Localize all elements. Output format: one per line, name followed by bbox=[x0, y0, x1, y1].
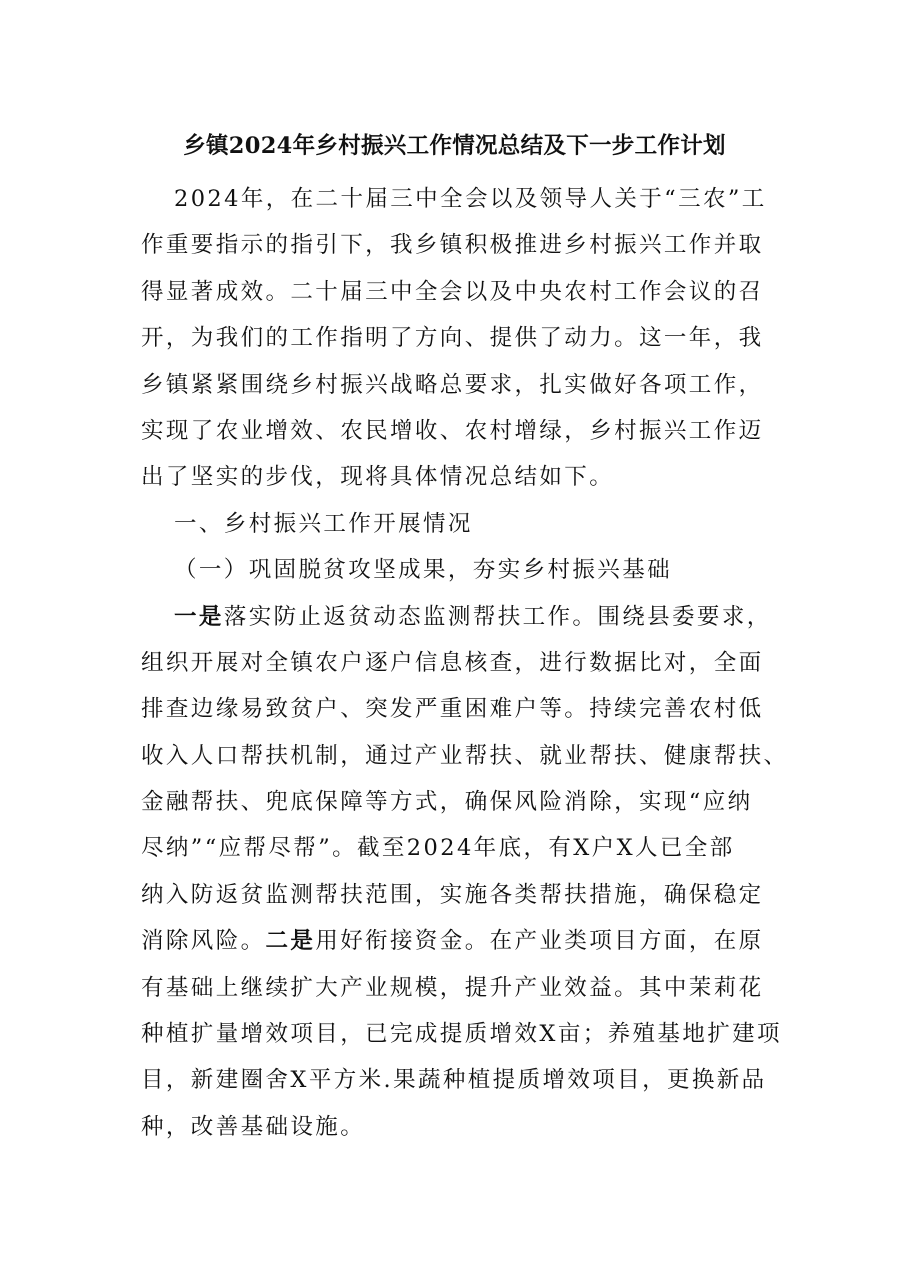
bold-text-run: 一是 bbox=[174, 603, 224, 630]
text-line bbox=[141, 594, 781, 640]
text-run: （一）巩固脱贫攻坚成果，夯实乡村振兴基础 bbox=[174, 557, 673, 584]
text-run: 金融帮扶、兜底保障等方式，确保风险消除，实现“应纳 bbox=[141, 789, 753, 816]
text-line bbox=[141, 454, 781, 500]
text-line bbox=[141, 176, 781, 222]
text-run: 得显著成效。二十届三中全会以及中央农村工作会议的召 bbox=[141, 278, 764, 305]
text-line bbox=[141, 222, 781, 268]
text-line bbox=[141, 733, 789, 779]
text-run: 开，为我们的工作指明了方向、提供了动力。这一年，我 bbox=[141, 325, 764, 352]
text-line bbox=[141, 872, 781, 918]
text-run: 用好衔接资金。在产业类项目方面，在原 bbox=[315, 928, 764, 955]
text-run: 一、乡村振兴工作开展情况 bbox=[174, 510, 473, 537]
text-line bbox=[141, 269, 781, 315]
document-title: 乡镇2024年乡村振兴工作情况总结及下一步工作计划 bbox=[183, 133, 726, 159]
text-run: 排查边缘易致贫户、突发严重困难户等。持续完善农村低 bbox=[141, 696, 764, 723]
text-run: 作重要指示的指引下，我乡镇积极推进乡村振兴工作并取 bbox=[141, 232, 764, 259]
text-run: 种植扩量增效项目，已完成提质增效X亩；养殖基地扩建项 bbox=[141, 1021, 782, 1048]
document-body bbox=[141, 176, 789, 1150]
text-run: 乡镇紧紧围绕乡村振兴战略总要求，扎实做好各项工作， bbox=[141, 371, 764, 398]
text-line bbox=[141, 779, 781, 825]
text-run: 纳入防返贫监测帮扶范围，实施各类帮扶措施，确保稳定 bbox=[141, 881, 764, 908]
text-line bbox=[141, 501, 781, 547]
text-run: 2024年，在二十届三中全会以及领导人关于“三农”工 bbox=[174, 186, 767, 212]
text-line bbox=[141, 640, 781, 686]
text-line bbox=[141, 362, 781, 408]
text-run: 组织开展对全镇农户逐户信息核查，进行数据比对，全面 bbox=[141, 649, 764, 676]
bold-text-run: 二是 bbox=[265, 928, 316, 955]
text-line bbox=[141, 965, 781, 1011]
text-run: 尽纳”“应帮尽帮”。截至2024年底，有X户X人已全部 bbox=[141, 835, 735, 862]
text-run: 实现了农业增效、农民增收、农村增绿，乡村振兴工作迈 bbox=[141, 417, 764, 444]
text-run: 目，新建圈舍X平方米.果蔬种植提质增效项目，更换新品 bbox=[141, 1067, 767, 1094]
text-line bbox=[141, 1057, 781, 1103]
text-run: 有基础上继续扩大产业规模，提升产业效益。其中茉莉花 bbox=[141, 974, 764, 1001]
text-line bbox=[141, 547, 781, 593]
text-line bbox=[141, 686, 781, 732]
text-line bbox=[141, 408, 781, 454]
text-line bbox=[141, 315, 781, 361]
text-run: 落实防止返贫动态监测帮扶工作。围绕县委要求， bbox=[223, 603, 772, 630]
text-run: 种，改善基础设施。 bbox=[141, 1113, 366, 1140]
text-run: 收入人口帮扶机制，通过产业帮扶、就业帮扶、健康帮扶、 bbox=[141, 742, 789, 769]
text-line bbox=[141, 918, 781, 964]
text-run: 出了坚实的步伐，现将具体情况总结如下。 bbox=[141, 464, 615, 491]
text-run: 消除风险。 bbox=[141, 928, 266, 955]
text-line bbox=[141, 1011, 781, 1057]
text-line bbox=[141, 1104, 781, 1150]
text-line bbox=[141, 825, 781, 871]
